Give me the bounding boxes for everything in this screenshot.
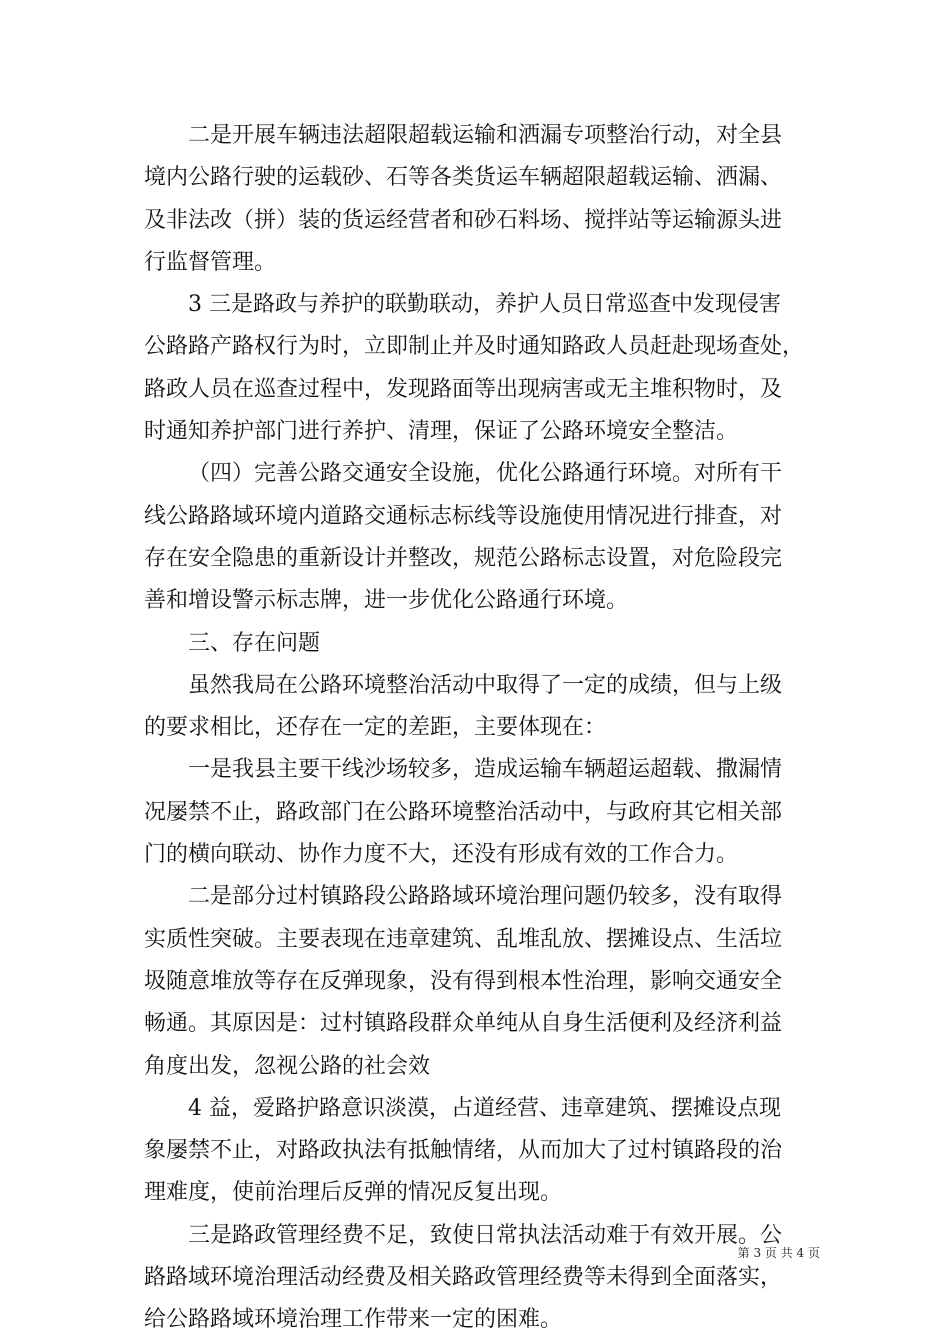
paragraph: 三是路政管理经费不足，致使日常执法活动难于有效开展。公 路路域环境治理活动经费及相关路政管理经费等未得到全面落实， 给公路路域环境治理工作带来一定的困难。 xyxy=(144,1222,783,1333)
paragraph: 一是我县主要干线沙场较多，造成运输车辆超运超载、撒漏情 况屡禁不止，路政部门在公路环境整治活动中，与政府其它相关部 门的横向联动、协作力度不大，还没有形成有效的工作合力。 xyxy=(144,757,783,868)
paragraph: 4 益，爱路护路意识淡漠，占道经营、违章建筑、摆摊设点现 象屡禁不止，对路政执法有抵触情绪，从而加大了过村镇路段的治 理难度，使前治理后反弹的情况反复出现。 xyxy=(144,1095,783,1206)
paragraph: 二是部分过村镇路段公路路域环境治理问题仍较多，没有取得 实质性突破。主要表现在违章建筑、乱堆乱放、摆摊设点、生活垃 圾随意堆放等存在反弹现象，没有得到根本性治理，影响交通安全 畅通。其原因是：过村镇路段群众单纯从自身生活便利及经济利益 角度出发，忽视公路的社会效 xyxy=(144,884,783,1079)
paragraph: 二是开展车辆违法超限超载运输和洒漏专项整治行动，对全县 境内公路行驶的运载砂、石等各类货运车辆超限超载运输、洒漏、 及非法改（拼）装的货运经营者和砂石料场、搅拌站等运输源头进 行监督管理。 xyxy=(144,123,783,275)
document-body xyxy=(144,115,814,1342)
page-footer: 第 3 页 共 4 页 xyxy=(737,1246,820,1260)
paragraph: 虽然我局在公路环境整治活动中取得了一定的成绩，但与上级 的要求相比，还存在一定的差距，主要体现在： xyxy=(144,672,783,741)
paragraph: （四）完善公路交通安全设施，优化公路通行环境。对所有干 线公路路域环境内道路交通标志标线等设施使用情况进行排查，对 存在安全隐患的重新设计并整改，规范公路标志设置，对危险段完 善和增设警示标志牌，进一步优化公路通行环境。 xyxy=(144,461,783,614)
paragraph: 3 三是路政与养护的联勤联动，养护人员日常巡查中发现侵害 公路路产路权行为时，立即制止并及时通知路政人员赶赴现场查处， 路政人员在巡查过程中，发现路面等出现病害或无主堆积物时，及 时通知养护部门进行养护、清理，保证了公路环境安全整洁。 xyxy=(144,292,805,445)
section-heading: 三、存在问题 xyxy=(188,630,321,656)
